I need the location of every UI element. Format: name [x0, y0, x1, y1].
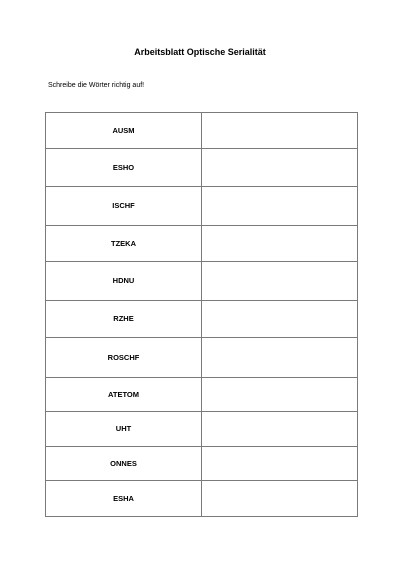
- worksheet-title: Arbeitsblatt Optische Serialität: [134, 47, 266, 57]
- table-row: [46, 338, 358, 378]
- table-row: [46, 447, 358, 481]
- answer-cell-atetom: [202, 378, 358, 412]
- answer-cell-esha: [202, 481, 358, 517]
- table-row: [46, 187, 358, 226]
- scrambled-word-atetom: ATETOM: [46, 378, 202, 412]
- answer-cell-uht: [202, 412, 358, 447]
- scrambled-word-esho: ESHO: [46, 149, 202, 187]
- scrambled-word-hdnu: HDNU: [46, 262, 202, 301]
- scrambled-word-ischf: ISCHF: [46, 187, 202, 226]
- worksheet-instruction: Schreibe die Wörter richtig auf!: [48, 82, 145, 89]
- answer-cell-tzeka: [202, 226, 358, 262]
- scrambled-word-tzeka: TZEKA: [46, 226, 202, 262]
- word-table: [45, 112, 358, 517]
- table-row: [46, 149, 358, 187]
- table-row: [46, 301, 358, 338]
- table-row: [46, 113, 358, 149]
- table-row: [46, 412, 358, 447]
- scrambled-word-ausm: AUSM: [46, 113, 202, 149]
- answer-cell-esho: [202, 149, 358, 187]
- scrambled-word-rzhe: RZHE: [46, 301, 202, 338]
- table-row: [46, 481, 358, 517]
- table-row: [46, 226, 358, 262]
- scrambled-word-roschf: ROSCHF: [46, 338, 202, 378]
- answer-cell-ausm: [202, 113, 358, 149]
- table-row: [46, 262, 358, 301]
- answer-cell-roschf: [202, 338, 358, 378]
- answer-cell-onnes: [202, 447, 358, 481]
- answer-cell-hdnu: [202, 262, 358, 301]
- scrambled-word-onnes: ONNES: [46, 447, 202, 481]
- table-row: [46, 378, 358, 412]
- answer-cell-ischf: [202, 187, 358, 226]
- scrambled-word-uht: UHT: [46, 412, 202, 447]
- scrambled-word-esha: ESHA: [46, 481, 202, 517]
- answer-cell-rzhe: [202, 301, 358, 338]
